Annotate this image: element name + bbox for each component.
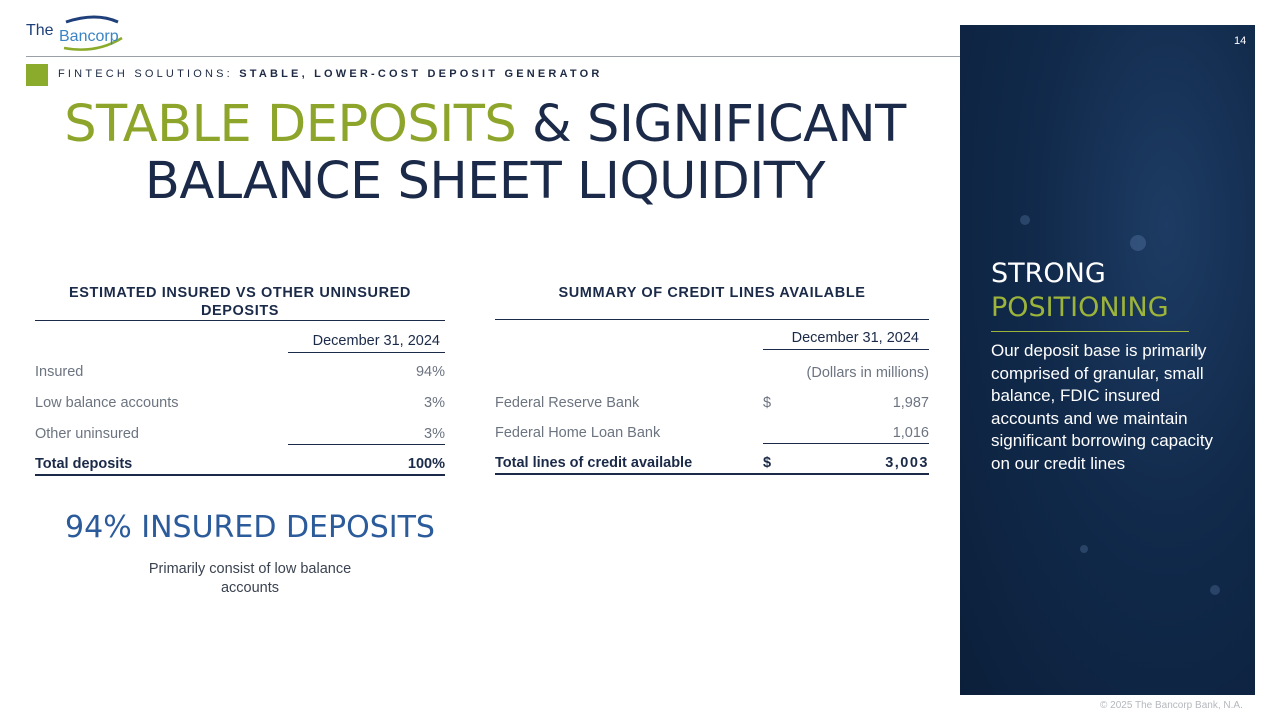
bokeh-dot [1020, 215, 1030, 225]
row-value: 3% [424, 426, 445, 442]
units-note: (Dollars in millions) [806, 365, 929, 381]
total-value: 100% [407, 456, 445, 472]
row-value: 1,987 [892, 395, 929, 411]
row-label: Federal Home Loan Bank [495, 425, 661, 441]
credit-col-header: December 31, 2024 [791, 330, 919, 346]
section-kicker [58, 68, 603, 80]
kicker-prefix: FINTECH SOLUTIONS: [58, 68, 240, 80]
total-value: 3,003 [885, 455, 929, 471]
title-green: STABLE DEPOSITS [64, 95, 517, 154]
table-rule [495, 319, 929, 320]
title-rest: & SIGNIFICANT [516, 95, 906, 154]
panel-title-line1: STRONG [991, 258, 1106, 289]
row-label: Federal Reserve Bank [495, 395, 640, 411]
row-label: Low balance accounts [35, 395, 179, 411]
section-marker [26, 64, 48, 86]
copyright-footer: © 2025 The Bancorp Bank, N.A. [1100, 700, 1243, 711]
subtotal-rule [763, 443, 929, 444]
row-label: Insured [35, 364, 84, 380]
bokeh-dot [1130, 235, 1146, 251]
total-rule [495, 473, 929, 475]
insured-table-heading: ESTIMATED INSURED VS OTHER UNINSURED DEPOSITS [69, 285, 411, 319]
total-rule [35, 474, 445, 476]
col-header-rule [763, 349, 929, 350]
title-line2: BALANCE SHEET LIQUIDITY [144, 152, 826, 211]
kicker-bold: STABLE, LOWER-COST DEPOSIT GENERATOR [239, 68, 603, 80]
subtotal-rule [288, 444, 445, 445]
table-rule [35, 320, 445, 321]
panel-title-line2: POSITIONING [991, 292, 1169, 323]
page-number: 14 [1234, 35, 1247, 47]
bokeh-dot [1080, 545, 1088, 553]
total-currency: $ [763, 455, 772, 471]
insured-col-header: December 31, 2024 [312, 333, 440, 349]
col-header-rule [288, 352, 445, 353]
total-label: Total deposits [35, 456, 133, 472]
bancorp-logo [26, 14, 136, 54]
logo-text-the: The [26, 22, 54, 39]
page-title [40, 96, 930, 210]
panel-body: Our deposit base is primarily comprised of granular, small balance, FDIC insured accounts and we maintain significant borrowing capacity on our credit lines [991, 341, 1214, 473]
row-value: 94% [415, 364, 445, 380]
total-label: Total lines of credit available [495, 455, 693, 471]
row-value: 1,016 [892, 425, 929, 441]
credit-table-heading: SUMMARY OF CREDIT LINES AVAILABLE [558, 285, 866, 301]
callout-subtext: Primarily consist of low balance accounts [148, 561, 352, 596]
logo-text-bancorp: Bancorp [59, 28, 119, 45]
row-label: Other uninsured [35, 426, 139, 442]
panel-title-underline [991, 331, 1189, 332]
row-value: 3% [424, 395, 445, 411]
bokeh-dot [1210, 585, 1220, 595]
row-currency: $ [763, 395, 772, 411]
callout-headline: 94% INSURED DEPOSITS [65, 510, 435, 545]
